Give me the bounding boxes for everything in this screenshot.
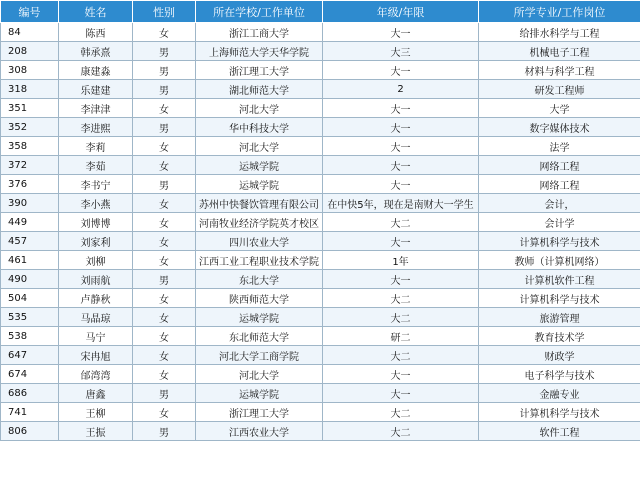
cell-gender: 男 — [133, 384, 196, 403]
cell-id: 351 — [1, 99, 59, 118]
cell-id: 318 — [1, 80, 59, 99]
cell-grade: 大二 — [323, 308, 479, 327]
table-row — [1, 422, 640, 441]
table-row — [1, 175, 640, 194]
header-id: 编号 — [1, 1, 59, 23]
cell-gender: 女 — [133, 213, 196, 232]
cell-name: 刘家利 — [59, 232, 133, 251]
cell-gender: 女 — [133, 403, 196, 422]
cell-major: 计算机科学与技术 — [479, 403, 640, 422]
cell-id: 358 — [1, 137, 59, 156]
cell-school: 运城学院 — [196, 156, 323, 175]
cell-school: 华中科技大学 — [196, 118, 323, 137]
cell-major: 软件工程 — [479, 422, 640, 441]
cell-name: 王柳 — [59, 403, 133, 422]
cell-major: 计算机科学与技术 — [479, 289, 640, 308]
cell-gender: 女 — [133, 137, 196, 156]
cell-id: 806 — [1, 422, 59, 441]
cell-school: 江西工业工程职业技术学院 — [196, 251, 323, 270]
cell-major: 研发工程师 — [479, 80, 640, 99]
cell-id: 535 — [1, 308, 59, 327]
cell-id: 686 — [1, 384, 59, 403]
table-row — [1, 403, 640, 422]
cell-gender: 女 — [133, 99, 196, 118]
cell-id: 84 — [1, 23, 59, 42]
table-row — [1, 346, 640, 365]
cell-name: 陈西 — [59, 23, 133, 42]
cell-grade: 大一 — [323, 232, 479, 251]
cell-grade: 大一 — [323, 365, 479, 384]
cell-school: 陕西师范大学 — [196, 289, 323, 308]
cell-school: 河北大学工商学院 — [196, 346, 323, 365]
header-school: 所在学校/工作单位 — [196, 1, 323, 23]
table-row — [1, 61, 640, 80]
cell-grade: 大一 — [323, 61, 479, 80]
cell-gender: 男 — [133, 270, 196, 289]
cell-grade: 大二 — [323, 289, 479, 308]
cell-school: 运城学院 — [196, 175, 323, 194]
cell-id: 390 — [1, 194, 59, 213]
cell-grade: 大三 — [323, 42, 479, 61]
cell-school: 河北大学 — [196, 365, 323, 384]
cell-gender: 女 — [133, 156, 196, 175]
cell-name: 王振 — [59, 422, 133, 441]
cell-grade: 大一 — [323, 118, 479, 137]
cell-major: 大学 — [479, 99, 640, 118]
cell-major: 财政学 — [479, 346, 640, 365]
cell-gender: 男 — [133, 61, 196, 80]
cell-gender: 女 — [133, 365, 196, 384]
cell-name: 李进熙 — [59, 118, 133, 137]
cell-id: 741 — [1, 403, 59, 422]
cell-gender: 女 — [133, 308, 196, 327]
cell-name: 邰湾湾 — [59, 365, 133, 384]
cell-major: 计算机软件工程 — [479, 270, 640, 289]
cell-school: 江西农业大学 — [196, 422, 323, 441]
table-row — [1, 327, 640, 346]
cell-id: 674 — [1, 365, 59, 384]
cell-grade: 1年 — [323, 251, 479, 270]
cell-major: 给排水科学与工程 — [479, 23, 640, 42]
table-row — [1, 251, 640, 270]
cell-school: 东北大学 — [196, 270, 323, 289]
table-row — [1, 42, 640, 61]
cell-major: 网络工程 — [479, 175, 640, 194]
cell-gender: 男 — [133, 422, 196, 441]
table-row — [1, 308, 640, 327]
cell-name: 马宁 — [59, 327, 133, 346]
cell-name: 刘博博 — [59, 213, 133, 232]
header-row — [1, 1, 640, 23]
cell-school: 东北师范大学 — [196, 327, 323, 346]
table-row — [1, 23, 640, 42]
table-row — [1, 80, 640, 99]
cell-gender: 女 — [133, 327, 196, 346]
header-major: 所学专业/工作岗位 — [479, 1, 640, 23]
cell-school: 浙江理工大学 — [196, 61, 323, 80]
cell-name: 唐鑫 — [59, 384, 133, 403]
cell-grade: 大一 — [323, 156, 479, 175]
cell-grade: 研二 — [323, 327, 479, 346]
cell-id: 457 — [1, 232, 59, 251]
cell-gender: 男 — [133, 175, 196, 194]
cell-gender: 男 — [133, 118, 196, 137]
cell-name: 乐建建 — [59, 80, 133, 99]
cell-grade: 大一 — [323, 23, 479, 42]
cell-school: 河北大学 — [196, 99, 323, 118]
cell-major: 会计学 — [479, 213, 640, 232]
cell-major: 网络工程 — [479, 156, 640, 175]
cell-gender: 男 — [133, 80, 196, 99]
header-gender: 性别 — [133, 1, 196, 23]
cell-grade: 大一 — [323, 99, 479, 118]
cell-id: 308 — [1, 61, 59, 80]
table-row — [1, 270, 640, 289]
cell-grade: 大一 — [323, 270, 479, 289]
cell-school: 苏州中快餐饮管理有限公司 — [196, 194, 323, 213]
cell-grade: 大二 — [323, 422, 479, 441]
cell-major: 旅游管理 — [479, 308, 640, 327]
cell-major: 教育技术学 — [479, 327, 640, 346]
table-row — [1, 384, 640, 403]
table-row — [1, 137, 640, 156]
cell-id: 376 — [1, 175, 59, 194]
cell-gender: 女 — [133, 289, 196, 308]
table-row — [1, 232, 640, 251]
cell-name: 康建淼 — [59, 61, 133, 80]
table-body — [1, 23, 640, 441]
cell-grade: 2 — [323, 80, 479, 99]
cell-name: 卢静秋 — [59, 289, 133, 308]
cell-grade: 大一 — [323, 175, 479, 194]
cell-gender: 男 — [133, 42, 196, 61]
cell-major: 数字媒体技术 — [479, 118, 640, 137]
cell-id: 647 — [1, 346, 59, 365]
table-row — [1, 156, 640, 175]
cell-id: 352 — [1, 118, 59, 137]
cell-major: 计算机科学与技术 — [479, 232, 640, 251]
cell-name: 李小燕 — [59, 194, 133, 213]
cell-grade: 大一 — [323, 137, 479, 156]
cell-grade: 大二 — [323, 403, 479, 422]
cell-major: 会计， — [479, 194, 640, 213]
cell-id: 490 — [1, 270, 59, 289]
cell-id: 461 — [1, 251, 59, 270]
cell-grade: 大二 — [323, 213, 479, 232]
cell-name: 李津津 — [59, 99, 133, 118]
cell-gender: 女 — [133, 251, 196, 270]
cell-school: 湖北师范大学 — [196, 80, 323, 99]
table-row — [1, 289, 640, 308]
table-row — [1, 194, 640, 213]
cell-school: 运城学院 — [196, 384, 323, 403]
cell-id: 538 — [1, 327, 59, 346]
cell-major: 教师（计算机网络） — [479, 251, 640, 270]
header-name: 姓名 — [59, 1, 133, 23]
table-row — [1, 99, 640, 118]
cell-id: 208 — [1, 42, 59, 61]
cell-grade: 大二 — [323, 346, 479, 365]
table-row — [1, 213, 640, 232]
cell-name: 韩承熹 — [59, 42, 133, 61]
cell-name: 李莉 — [59, 137, 133, 156]
cell-name: 刘雨航 — [59, 270, 133, 289]
cell-major: 金融专业 — [479, 384, 640, 403]
cell-gender: 女 — [133, 346, 196, 365]
cell-id: 372 — [1, 156, 59, 175]
cell-grade: 大一 — [323, 384, 479, 403]
cell-gender: 女 — [133, 194, 196, 213]
cell-name: 李茹 — [59, 156, 133, 175]
cell-major: 电子科学与技术 — [479, 365, 640, 384]
cell-school: 上海师范大学天华学院 — [196, 42, 323, 61]
cell-grade: 在中快5年，现在是南财大一学生 — [323, 194, 479, 213]
cell-gender: 女 — [133, 23, 196, 42]
cell-school: 浙江理工大学 — [196, 403, 323, 422]
cell-school: 河南牧业经济学院英才校区 — [196, 213, 323, 232]
cell-id: 449 — [1, 213, 59, 232]
cell-major: 材料与科学工程 — [479, 61, 640, 80]
cell-school: 浙江工商大学 — [196, 23, 323, 42]
cell-id: 504 — [1, 289, 59, 308]
cell-school: 运城学院 — [196, 308, 323, 327]
header-grade: 年级/年限 — [323, 1, 479, 23]
cell-name: 宋冉旭 — [59, 346, 133, 365]
cell-major: 法学 — [479, 137, 640, 156]
table-row — [1, 365, 640, 384]
cell-gender: 女 — [133, 232, 196, 251]
cell-school: 河北大学 — [196, 137, 323, 156]
cell-name: 李书宁 — [59, 175, 133, 194]
cell-major: 机械电子工程 — [479, 42, 640, 61]
cell-name: 刘柳 — [59, 251, 133, 270]
cell-school: 四川农业大学 — [196, 232, 323, 251]
table-row — [1, 118, 640, 137]
cell-name: 马晶琼 — [59, 308, 133, 327]
